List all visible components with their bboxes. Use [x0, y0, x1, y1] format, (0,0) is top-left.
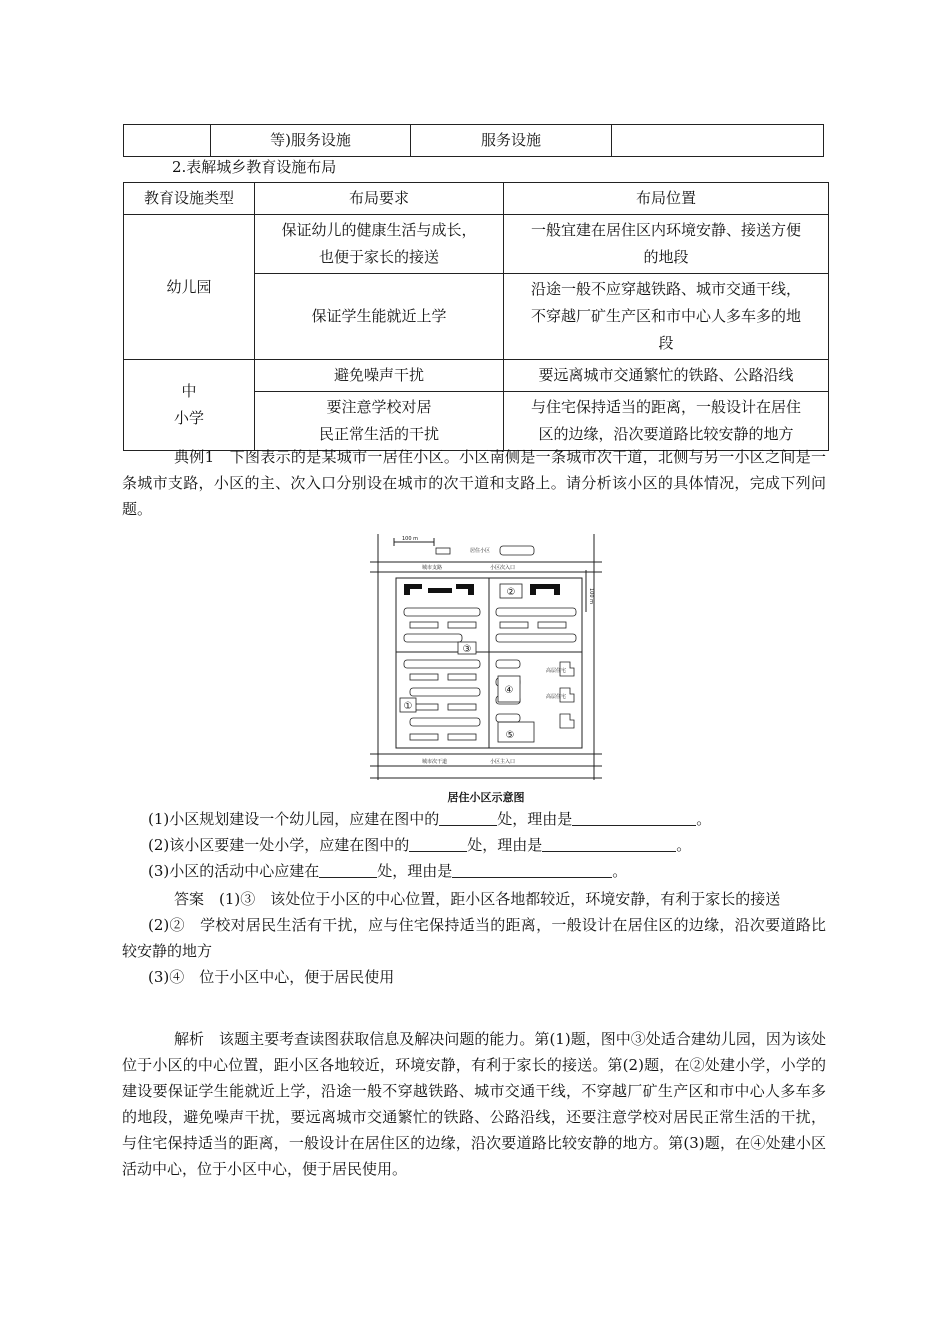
school-type	[124, 360, 255, 451]
map-house-row	[410, 734, 438, 740]
answer-blank[interactable]	[439, 809, 497, 826]
kindergarten-req2: 保证学生能就近上学	[255, 274, 504, 360]
map-house-row	[404, 634, 462, 642]
example-intro	[122, 444, 826, 522]
top-cell-4	[612, 125, 824, 157]
kindergarten-pos1	[504, 215, 829, 274]
top-cell-3: 服务设施	[411, 125, 612, 157]
question-1-reason: 处，理由是	[497, 810, 573, 828]
map-label-sub-entry: 小区次入口	[490, 565, 516, 571]
school-pos1: 要远离城市交通繁忙的铁路、公路沿线	[504, 360, 829, 392]
map-house-row	[448, 734, 476, 740]
question-1	[122, 806, 826, 832]
map-building	[404, 584, 422, 595]
analysis-text: 解析 该题主要考查读图获取信息及解决问题的能力。第(1)题，图中③处适合建幼儿园，因为该处位于小区的中心位置，距小区各地较近，环境安静，有利于家长的接送。第(2)题，在②处建小学，小学的建设要保证学生能就近上学，沿途一般不穿越铁路、城市交通干线，不穿越厂矿生产区和市中心人多车多的地段，避免噪声干扰，要远离城市交通繁忙的铁路、公路沿线，还要注意学校对居民正常生活的干扰，与住宅保持适当的距离，一般设计在居住区的边缘，沿次要道路比较安静的地方。第(3)题，在④处建小区活动中心，位于小区中心，便于居民使用。	[122, 1030, 826, 1178]
kindergarten-req1-line2: 也便于家长的接送	[318, 248, 439, 266]
map-house-row	[410, 674, 438, 680]
answer-1: 答案 (1)③ 该处位于小区的中心位置，距小区各地都较近，环境安静，有利于家长的接送	[174, 890, 781, 908]
map-house-row	[496, 714, 520, 722]
school-req2-line1: 要注意学校对居	[326, 398, 432, 416]
kindergarten-req1	[255, 215, 504, 274]
map-house-row	[496, 660, 520, 668]
map-house-rows	[404, 608, 576, 742]
map-house	[436, 548, 450, 554]
question-2-end: 。	[676, 836, 692, 854]
map-marker-1: ①	[403, 701, 413, 712]
answer-blank[interactable]	[409, 835, 467, 852]
map-marker-2: ②	[506, 587, 516, 598]
map-label-high1: 高层住宅	[546, 668, 567, 674]
map-label-main-entry: 小区主入口	[490, 759, 516, 765]
map-high-rise-top	[404, 584, 560, 595]
section-title: 2.表解城乡教育设施布局	[172, 158, 337, 176]
school-req2	[255, 392, 504, 451]
kindergarten-type: 幼儿园	[124, 215, 255, 360]
answer-blank[interactable]	[452, 861, 612, 878]
map-house-row	[500, 622, 528, 628]
map-building	[530, 584, 560, 595]
map-house-row	[448, 674, 476, 680]
answer-2: (2)② 学校对居民生活有干扰，应与住宅保持适当的距离，一般设计在居住区的边缘，沿次要道路比较安静的地方	[122, 916, 826, 960]
question-2-text: (2)该小区要建一处小学，应建在图中的	[148, 836, 410, 854]
answer-blank[interactable]	[319, 861, 377, 878]
map-house-row	[404, 660, 480, 668]
map-label-high2: 高层住宅	[546, 694, 567, 700]
map-scale-top-label: 100 m	[402, 536, 419, 542]
kindergarten-pos2-line3: 段	[658, 334, 674, 352]
kindergarten-pos2	[504, 274, 829, 360]
map-building	[456, 584, 474, 595]
school-pos2-line1: 与住宅保持适当的距离，一般设计在居住	[530, 398, 801, 416]
map-house-row	[404, 608, 480, 616]
map-house-row	[410, 622, 438, 628]
school-type-line2: 小学	[173, 409, 204, 427]
education-table	[123, 182, 829, 451]
answer-blank[interactable]	[572, 809, 696, 826]
top-cell-2: 等)服务设施	[211, 125, 411, 157]
map-building	[428, 588, 452, 593]
map-high-rise-east	[560, 714, 574, 728]
map-house	[500, 546, 534, 555]
question-1-text: (1)小区规划建设一个幼儿园，应建在图中的	[148, 810, 440, 828]
top-table	[123, 124, 824, 157]
map-house-row	[448, 622, 476, 628]
map-house-row	[538, 622, 566, 628]
map-house-row	[448, 704, 476, 710]
school-req1: 避免噪声干扰	[255, 360, 504, 392]
map-marker-5: ⑤	[505, 730, 515, 741]
kindergarten-pos1-line2: 的地段	[643, 248, 689, 266]
question-1-end: 。	[696, 810, 712, 828]
school-req2-line2: 民正常生活的干扰	[318, 425, 439, 443]
map-caption: 居住小区示意图	[447, 791, 525, 804]
analysis	[122, 1026, 826, 1182]
answers	[122, 886, 826, 990]
map-plot-5	[498, 722, 534, 742]
map-scale-right-label: 100 m	[588, 588, 594, 605]
header-type: 教育设施类型	[124, 183, 255, 215]
map-label-other: 居住小区	[470, 548, 491, 554]
map-marker-3: ③	[462, 644, 472, 655]
map-house-row	[410, 718, 480, 726]
question-3-reason: 处，理由是	[377, 862, 453, 880]
residential-map	[370, 528, 602, 786]
answer-3: (3)④ 位于小区中心，便于居民使用	[148, 968, 395, 986]
question-3	[122, 858, 826, 884]
map-house-row	[496, 608, 576, 616]
map-label-secondary: 城市次干道	[422, 759, 448, 765]
answer-blank[interactable]	[542, 835, 676, 852]
question-3-end: 。	[612, 862, 628, 880]
map-house-row	[496, 634, 576, 642]
kindergarten-req1-line1: 保证幼儿的健康生活与成长，	[281, 221, 477, 239]
header-req: 布局要求	[255, 183, 504, 215]
school-type-line1: 中	[181, 382, 197, 400]
school-pos2	[504, 392, 829, 451]
question-3-text: (3)小区的活动中心应建在	[148, 862, 320, 880]
school-pos2-line2: 区的边缘，沿次要道路比较安静的地方	[538, 425, 794, 443]
top-cell-1	[124, 125, 211, 157]
question-2	[122, 832, 826, 858]
kindergarten-pos2-line1: 沿途一般不应穿越铁路、城市交通干线，	[530, 280, 801, 298]
questions	[122, 806, 826, 884]
header-pos: 布局位置	[504, 183, 829, 215]
kindergarten-pos2-line2: 不穿越厂矿生产区和市中心人多车多的地	[530, 307, 801, 325]
example-intro-text: 典例1 下图表示的是某城市一居住小区。小区南侧是一条城市次干道，北侧与另一小区之间是一条城市支路，小区的主、次入口分别设在城市的次干道和支路上。请分析该小区的具体情况，完成下列问题。	[122, 448, 826, 518]
map-marker-4: ④	[504, 685, 514, 696]
map-house-row	[410, 688, 480, 696]
kindergarten-pos1-line1: 一般宜建在居住区内环境安静、接送方便	[530, 221, 801, 239]
question-2-reason: 处，理由是	[467, 836, 543, 854]
map-label-branch: 城市支路	[422, 565, 443, 571]
